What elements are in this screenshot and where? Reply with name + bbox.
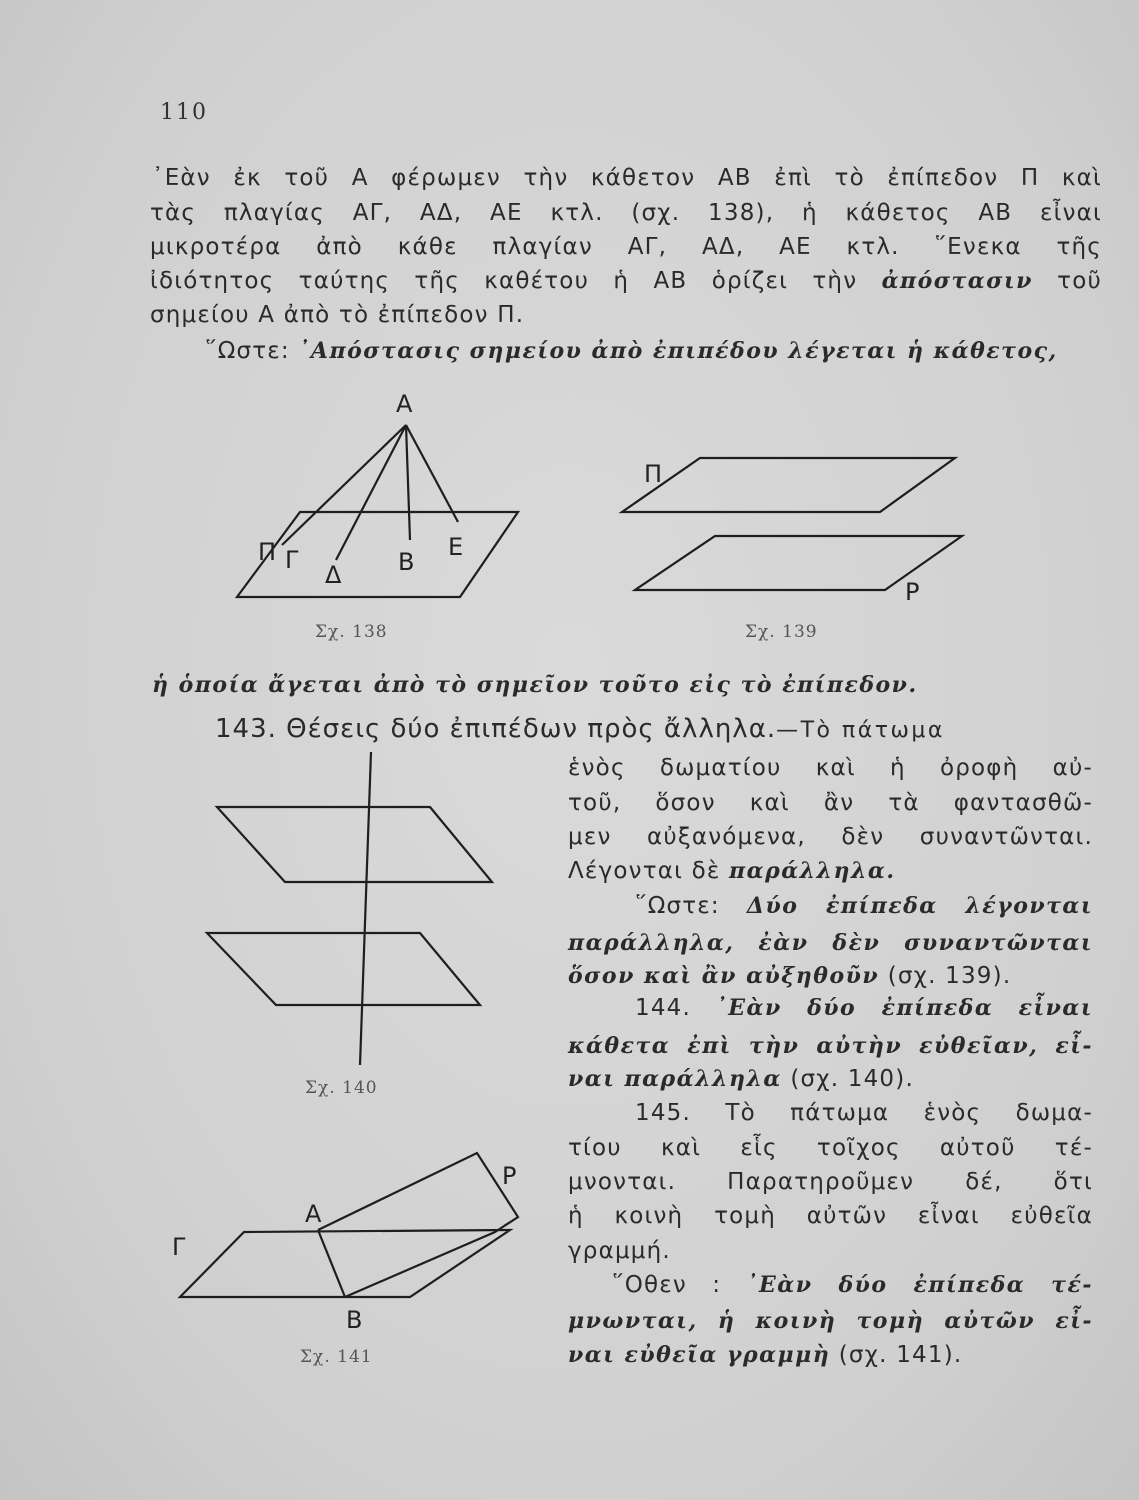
right-line-14: ἡ κοινὴ τομὴ αὐτῶν εἶναι εὐθεῖα [568, 1203, 1093, 1229]
definition-text: ᾿Απόστασις σημείου ἀπὸ ἐπιπέδου λέγεται ἡ κάθετος, [298, 338, 1058, 364]
right-line-7-bold: ὅσον καὶ ἂν αὐξηθοῦν [568, 963, 880, 989]
right-line-12: τίου καὶ εἷς τοῖχος αὐτοῦ τέ- [568, 1135, 1093, 1161]
right-line-16 [612, 1272, 1093, 1298]
figure-140 [207, 752, 492, 1065]
section-143-heading [215, 714, 945, 744]
right-line-18-text: (σχ. 141). [838, 1342, 963, 1368]
plane-gamma-141 [180, 1230, 510, 1297]
intersection-line-141 [318, 1230, 345, 1297]
caption-fig-141: Σχ. 141 [300, 1347, 373, 1367]
right-line-6: παράλληλα, ἐὰν δὲν συναντῶνται [568, 930, 1093, 956]
plane-upper-140 [217, 807, 492, 882]
right-line-7 [568, 963, 1011, 989]
label-delta-138: Δ [325, 561, 342, 589]
label-pi-138: Π [258, 538, 277, 566]
para1-line2: τὰς πλαγίας ΑΓ, ΑΔ, ΑΕ κτλ. (σχ. 138), ἡ κάθετος ΑΒ εἶναι [150, 200, 1102, 226]
right-line-10 [568, 1066, 914, 1092]
definition-prefix: ῞Ωστε: [205, 338, 290, 364]
right-line-18 [568, 1342, 962, 1368]
figure-139 [622, 458, 962, 606]
line-a-gamma [282, 425, 406, 545]
right-line-10-text: (σχ. 140). [790, 1066, 914, 1092]
right-line-17: μνωνται, ἡ κοινὴ τομὴ αὐτῶν εἶ- [568, 1308, 1093, 1334]
label-a-141: Α [305, 1200, 322, 1228]
right-line-3: μεν αὐξανόμενα, δὲν συναντῶνται. [568, 824, 1093, 850]
label-b-141: Β [346, 1306, 363, 1334]
para1-line4-text: ἰδιότητος ταύτης τῆς καθέτου ἡ ΑΒ ὁρίζει τὴν [150, 268, 858, 294]
section-143-title: 143. Θέσεις δύο ἐπιπέδων πρὸς ἄλληλα. [215, 714, 777, 744]
caption-fig-138: Σχ. 138 [315, 622, 388, 642]
right-line-4 [568, 858, 896, 884]
right-line-13: μνονται. Παρατηροῦμεν δέ, ὅτι [568, 1169, 1093, 1195]
right-line-2: τοῦ, ὅσον καὶ ἂν τὰ φαντασθῶ- [568, 790, 1093, 816]
para1-line4-end: τοῦ [1057, 268, 1102, 294]
plane-rho-141 [318, 1153, 518, 1297]
line-a-delta [336, 425, 406, 560]
right-line-8-bold: ᾿Εὰν δύο ἐπίπεδα εἶναι [715, 995, 1093, 1021]
line-a-b [406, 425, 410, 540]
right-line-4-text: Λέγονται δὲ [568, 858, 721, 884]
right-line-8-text: 144. [635, 995, 692, 1021]
right-line-11: 145. Τὸ πάτωμα ἑνὸς δωμα- [635, 1100, 1093, 1126]
right-line-18-bold: ναι εὐθεῖα γραμμὴ [568, 1342, 831, 1368]
para1-line3: μικροτέρα ἀπὸ κάθε πλαγίαν ΑΓ, ΑΔ, ΑΕ κτλ. ῞Ενεκα τῆς [150, 234, 1102, 260]
page-number: 110 [160, 100, 208, 125]
perpendicular-line-140 [360, 752, 371, 1065]
figure-141 [172, 1153, 518, 1334]
label-pi-139: Π [644, 460, 663, 488]
right-line-15: γραμμή. [568, 1238, 671, 1264]
right-line-1: ἑνὸς δωματίου καὶ ἡ ὀροφὴ αὐ- [568, 755, 1093, 781]
para1-line4-bold: ἀπόστασιν [881, 268, 1033, 294]
label-rho-141: Ρ [502, 1162, 517, 1190]
para1-line1: ᾿Εὰν ἐκ τοῦ Α φέρωμεν τὴν κάθετον ΑΒ ἐπὶ τὸ ἐπίπεδον Π καὶ [152, 165, 1102, 191]
right-line-5 [635, 893, 1093, 919]
figure-138 [237, 390, 518, 597]
label-b-138: Β [398, 548, 415, 576]
continuation-line: ἡ ὁποία ἄγεται ἀπὸ τὸ σημεῖον τοῦτο εἰς τὸ ἐπίπεδον. [152, 672, 918, 698]
right-line-10-bold: ναι παράλληλα [568, 1066, 782, 1092]
plane-pi-139 [622, 458, 955, 512]
label-e-138: Ε [448, 533, 464, 561]
caption-fig-140: Σχ. 140 [305, 1078, 378, 1098]
line-a-e [406, 425, 458, 522]
right-line-4-bold: παράλληλα. [729, 858, 896, 884]
label-a-138: Α [396, 390, 413, 418]
right-line-8 [635, 995, 1093, 1021]
section-143-title-rest: —Τὸ πάτωμα [776, 718, 945, 743]
label-gamma-138: Γ [285, 546, 299, 574]
right-line-7-text: (σχ. 139). [887, 963, 1012, 989]
label-rho-139: Ρ [905, 578, 920, 606]
para1-line5: σημείου Α ἀπὸ τὸ ἐπίπεδον Π. [150, 302, 525, 328]
plane-lower-140 [207, 933, 480, 1005]
right-line-5-bold: Δύο ἐπίπεδα λέγονται [746, 893, 1094, 919]
right-line-9: κάθετα ἐπὶ τὴν αὐτὴν εὐθεῖαν, εἶ- [568, 1033, 1093, 1059]
right-line-16-bold: ᾿Εὰν δύο ἐπίπεδα τέ- [746, 1272, 1093, 1298]
right-line-16-text: ῞Οθεν : [612, 1272, 722, 1298]
plane-pi-138 [237, 512, 518, 597]
label-gamma-141: Γ [172, 1233, 186, 1261]
caption-fig-139: Σχ. 139 [745, 622, 818, 642]
right-line-5-text: ῞Ωστε: [635, 893, 720, 919]
